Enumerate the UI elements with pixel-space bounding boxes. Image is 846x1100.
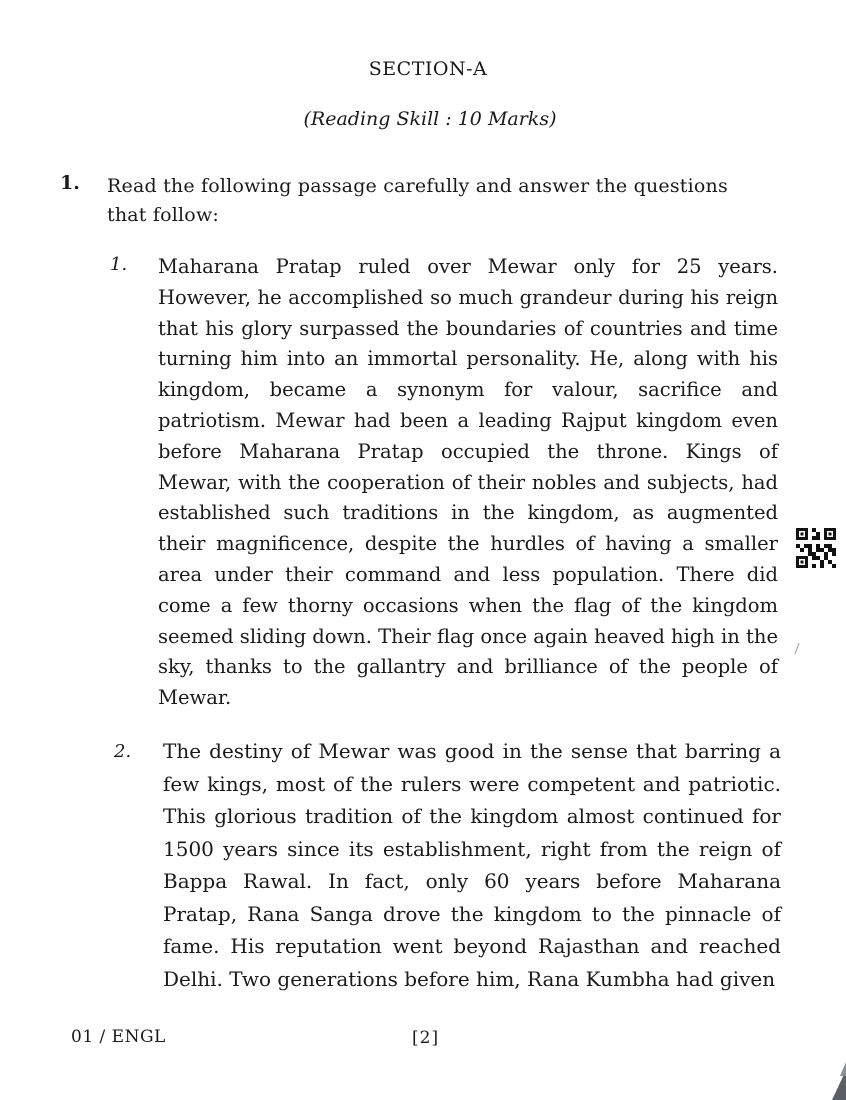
question-number: 1.: [60, 172, 80, 194]
passage-paragraph: Maharana Pratap ruled over Mewar only for 25 years. However, he accomplished so much grandeur during his reign that his glory surpassed the boundaries of countries and time turning him into an immortal personality. He, along with his kingdom, became a synonym for valour, sacrifice and patriotism. Mewar had been a leading Rajput kingdom even before Maharana Pratap occupied the throne. Kings of Mewar, with the cooperation of their nobles and subjects, had established such traditions in the kingdom, as augmented their magnificence, despite the hurdles of having a smaller area under their command and less population. There did come a few thorny occasions when the flag of the kingdom seemed sliding down. Their flag once again heaved high in the sky, thanks to the gallantry and brilliance of the people of Mewar.: [158, 255, 778, 710]
question-instruction: Read the following passage carefully and answer the questions that follow:: [107, 175, 728, 226]
page-number: [2]: [412, 1028, 440, 1048]
passage-paragraph: The destiny of Mewar was good in the sense that barring a few kings, most of the rulers were competent and patriotic. This glorious tradition of the kingdom almost continued for 1500 years since its establishment, right from the reign of Bappa Rawal. In fact, only 60 years before Maharana Pratap, Rana Sanga drove the kingdom to the pinnacle of fame. His reputation went beyond Rajasthan and reached Delhi. Two generations before him, Rana Kumbha had given: [163, 739, 781, 991]
margin-mark: [793, 642, 801, 656]
section-title: SECTION-A: [368, 58, 488, 80]
paragraph-number: 1.: [110, 254, 128, 275]
qr-code-icon: [796, 528, 836, 568]
corner-scan-mark: [810, 1062, 846, 1100]
paper-code: 01 / ENGL: [71, 1027, 166, 1047]
paragraph-number: 2.: [114, 741, 132, 762]
section-subtitle: (Reading Skill : 10 Marks): [303, 108, 557, 130]
